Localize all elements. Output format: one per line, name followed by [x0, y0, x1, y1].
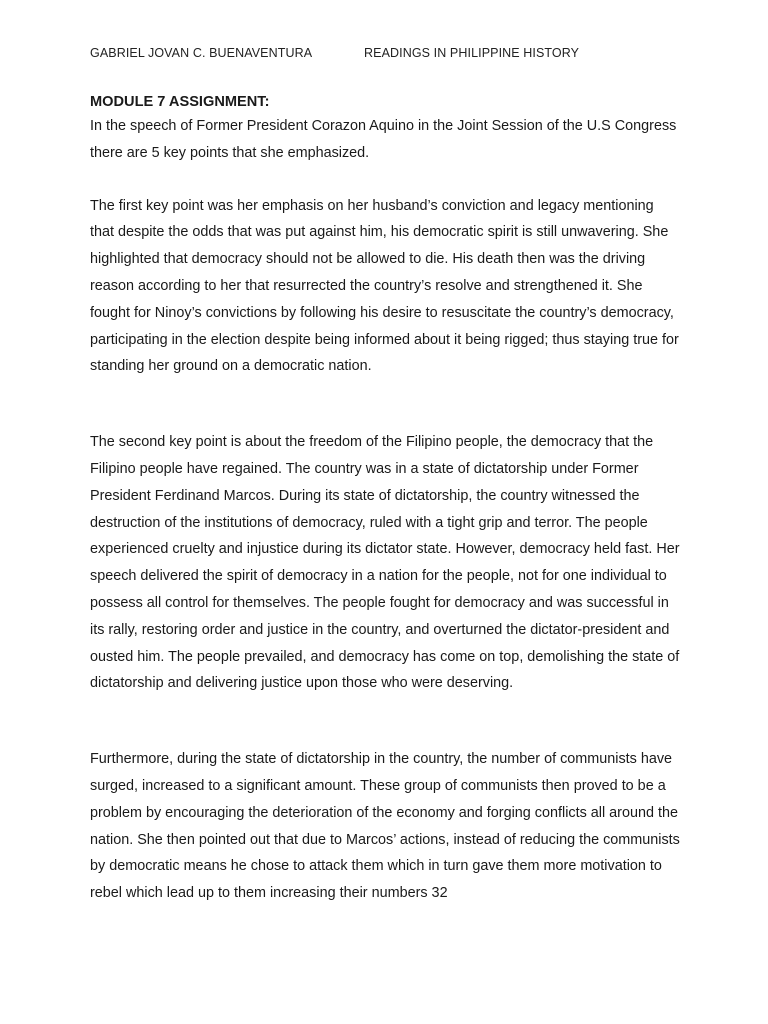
paragraph-first-key-point: The first key point was her emphasis on her husband’s conviction and legacy mentioning that despite the odds that was put against him, his democratic spirit is still unwavering. She highlighted that democracy should not be allowed to die. His death then was the driving reason according to her that resurrected the country’s resolve and strengthened it. She fought for Ninoy’s convictions by following his desire to resuscitate the country’s democracy, participating in the election despite being informed about it being rigged; thus staying true for standing her ground on a democratic nation. — [90, 197, 679, 375]
module-title: MODULE 7 ASSIGNMENT: — [90, 94, 270, 110]
page-header — [90, 46, 690, 64]
header-author: GABRIEL JOVAN C. BUENAVENTURA — [90, 46, 313, 60]
document-body — [90, 91, 680, 907]
intro-paragraph: In the speech of Former President Corazon Aquino in the Joint Session of the U.S Congress there are 5 key points that she emphasized. — [90, 118, 677, 161]
header-course: READINGS IN PHILIPPINE HISTORY — [364, 46, 580, 60]
paragraph-second-key-point: The second key point is about the freedom of the Filipino people, the democracy that the Filipino people have regained. The country was in a state of dictatorship under Former President Ferdinand Marcos. During its state of dictatorship, the country witnessed the destruction of the institutions of democracy, ruled with a tight grip and terror. The people experienced cruelty and injustice during its dictator state. However, democracy held fast. Her speech delivered the spirit of democracy in a nation for the people, not for one individual to possess all control for themselves. The people fought for democracy and was successful in its rally, restoring order and justice in the country, and overturned the dictator-president and ousted him. The people prevailed, and democracy has come on top, demolishing the state of dictatorship and delivering justice upon those who were deserving. — [90, 434, 680, 692]
paragraph-communists: Furthermore, during the state of dictatorship in the country, the number of communists have surged, increased to a significant amount. These group of communists then proved to be a problem by encouraging the deterioration of the economy and forging conflicts all around the nation. She then pointed out that due to Marcos’ actions, instead of reducing the communists by democratic means he chose to attack them which in turn gave them more motivation to rebel which lead up to them increasing their numbers 32 — [90, 751, 680, 902]
